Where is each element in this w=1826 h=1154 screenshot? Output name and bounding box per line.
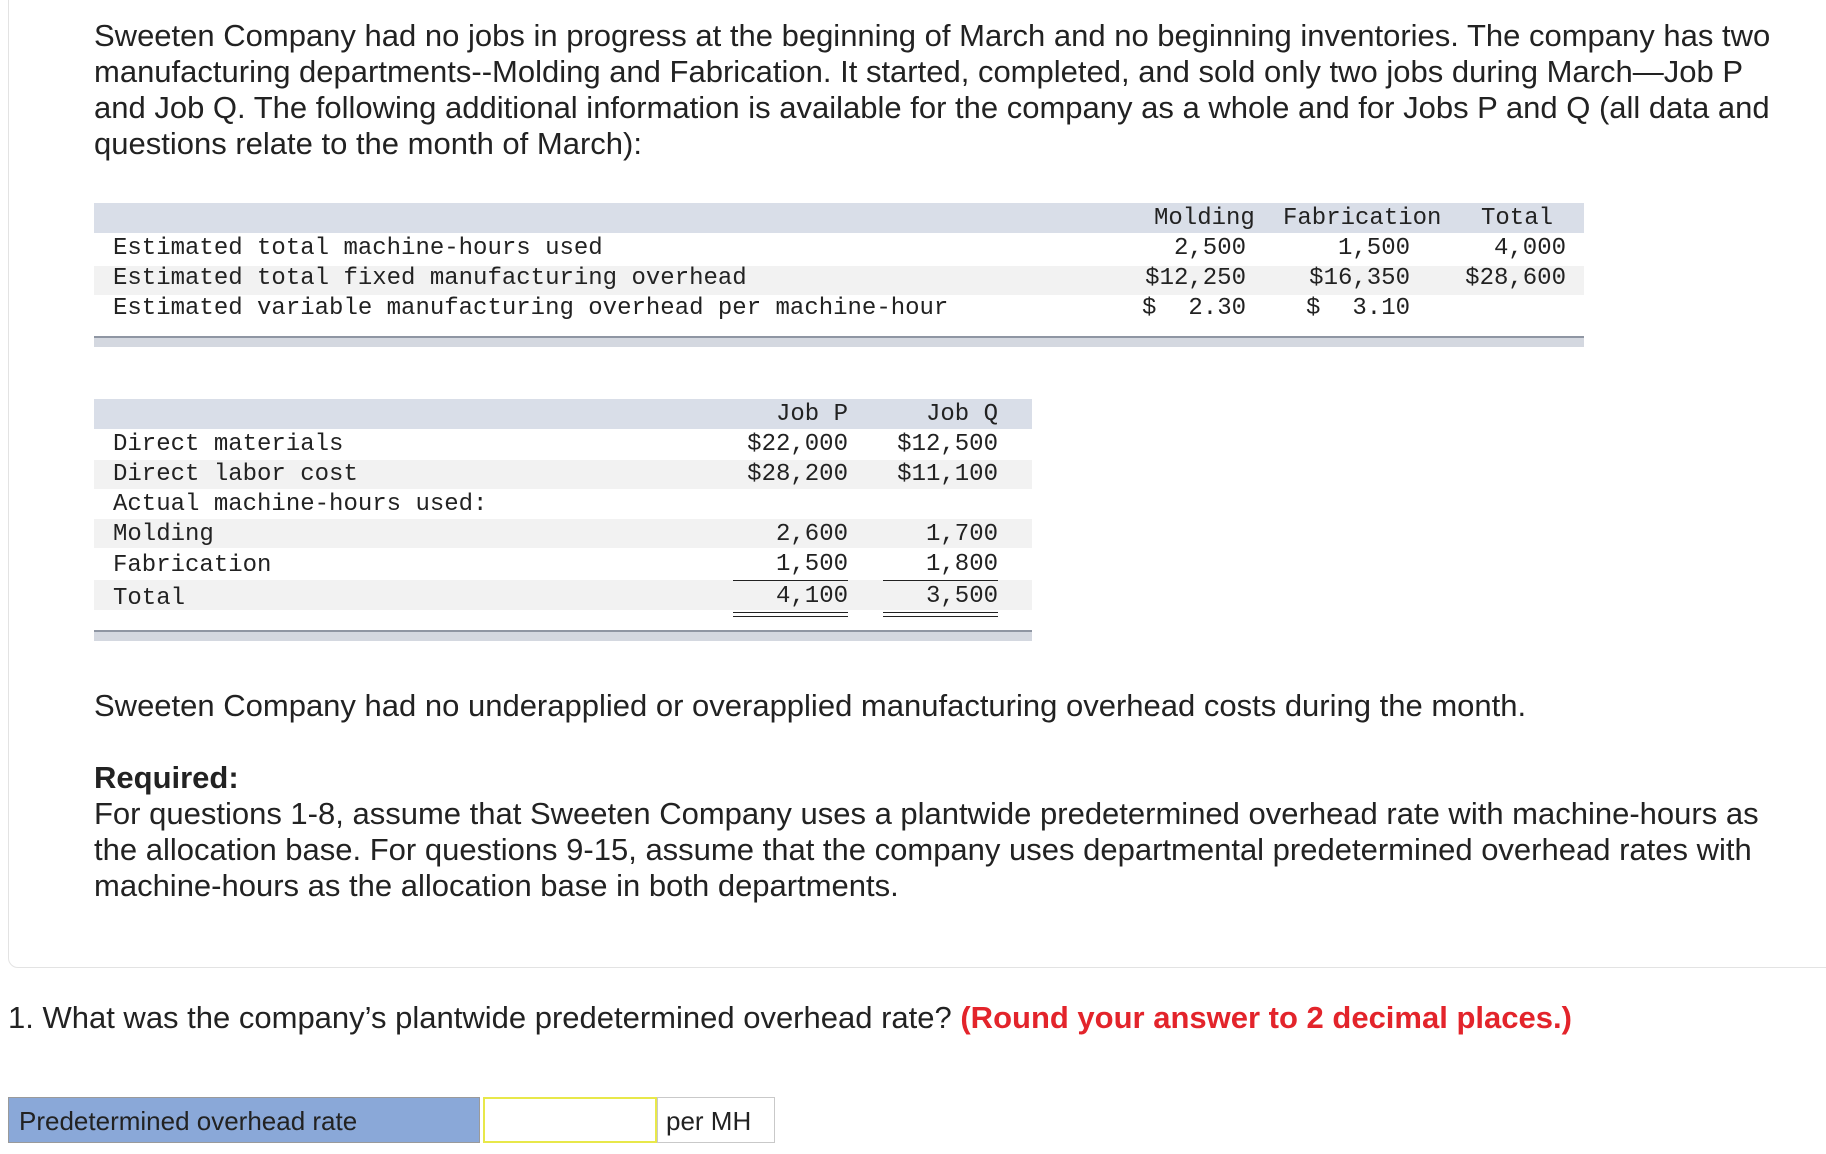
double-underline — [733, 612, 848, 613]
double-underline — [883, 616, 998, 617]
table2-cell-job-p: 1,500 — [775, 551, 848, 578]
table2-cell-job-q: $12,500 — [897, 431, 998, 458]
table1-row-label: Estimated total machine-hours used — [113, 235, 603, 262]
table2-cell-job-q: 3,500 — [925, 583, 998, 610]
double-underline — [733, 616, 848, 617]
table2-cell-job-q: 1,800 — [925, 551, 998, 578]
table1-header-molding: Molding — [1154, 205, 1255, 232]
underline — [883, 580, 998, 581]
overhead-note: Sweeten Company had no underapplied or overapplied manufacturing overhead costs during the month. — [94, 688, 1527, 723]
answer-unit: per MH — [657, 1097, 775, 1143]
table2-cell-job-p: 2,600 — [775, 521, 848, 548]
table1-cell-fabrication: 1,500 — [1337, 235, 1410, 262]
question-emphasis: (Round your answer to 2 decimal places.) — [960, 1000, 1572, 1035]
table1-row-label: Estimated total fixed manufacturing overhead — [113, 265, 747, 292]
table1-dollar-sign: $ — [1306, 295, 1321, 322]
question-text: 1. What was the company’s plantwide predetermined overhead rate? — [8, 1000, 961, 1035]
table1-cell-total: $28,600 — [1465, 265, 1566, 292]
table1-cell-total: 4,000 — [1493, 235, 1566, 262]
required-title: Required: — [94, 760, 239, 795]
table1-cell-fabrication: 3.10 — [1352, 295, 1410, 322]
table1-bottom-rule — [94, 336, 1584, 347]
table1-cell-molding: 2.30 — [1188, 295, 1246, 322]
answer-label: Predetermined overhead rate — [8, 1097, 480, 1143]
table2-cell-job-p: 4,100 — [775, 583, 848, 610]
table2-bottom-rule — [94, 630, 1032, 641]
table1-cell-molding: $12,250 — [1145, 265, 1246, 292]
table2-cell-job-p: $28,200 — [747, 461, 848, 488]
table2-header-job-q: Job Q — [925, 401, 998, 428]
table1-dollar-sign: $ — [1142, 295, 1157, 322]
table2-row-label: Actual machine-hours used: — [113, 491, 488, 518]
table2-cell-job-q: $11,100 — [897, 461, 998, 488]
table1-row-label: Estimated variable manufacturing overhead per machine-hour — [113, 295, 949, 322]
table1-header-fabrication: Fabrication — [1283, 205, 1442, 232]
table2-row-label: Direct materials — [113, 431, 344, 458]
table2-cell-job-p: $22,000 — [747, 431, 848, 458]
table2-row-label: Total — [113, 585, 186, 612]
table2-header-job-p: Job P — [775, 401, 848, 428]
table1-header-total: Total — [1481, 205, 1554, 232]
table1-cell-fabrication: $16,350 — [1309, 265, 1410, 292]
table1-cell-molding: 2,500 — [1173, 235, 1246, 262]
table2-row-label: Direct labor cost — [113, 461, 358, 488]
required-text: For questions 1-8, assume that Sweeten Company uses a plantwide predetermined overhead rate with machine-hours as the allocation base. For questions 9-15, assume that the company uses departmental predetermined overhead rates with machine-hours as the allocation base in both departments. — [94, 796, 1759, 903]
overhead-rate-input[interactable] — [483, 1097, 657, 1143]
underline — [733, 580, 848, 581]
intro-paragraph: Sweeten Company had no jobs in progress at the beginning of March and no beginning inventories. The company has two manufacturing departments--Molding and Fabrication. It started, completed, and sold only two jobs during March—Job P and Job Q. The following additional information is available for the company as a whole and for Jobs P and Q (all data and questions relate to the month of March): — [94, 18, 1771, 161]
table2-row-label: Molding — [113, 521, 214, 548]
double-underline — [883, 612, 998, 613]
table2-cell-job-q: 1,700 — [925, 521, 998, 548]
required-section — [94, 760, 1794, 904]
question-1 — [8, 1000, 1572, 1036]
table2-row-label: Fabrication — [113, 552, 272, 579]
